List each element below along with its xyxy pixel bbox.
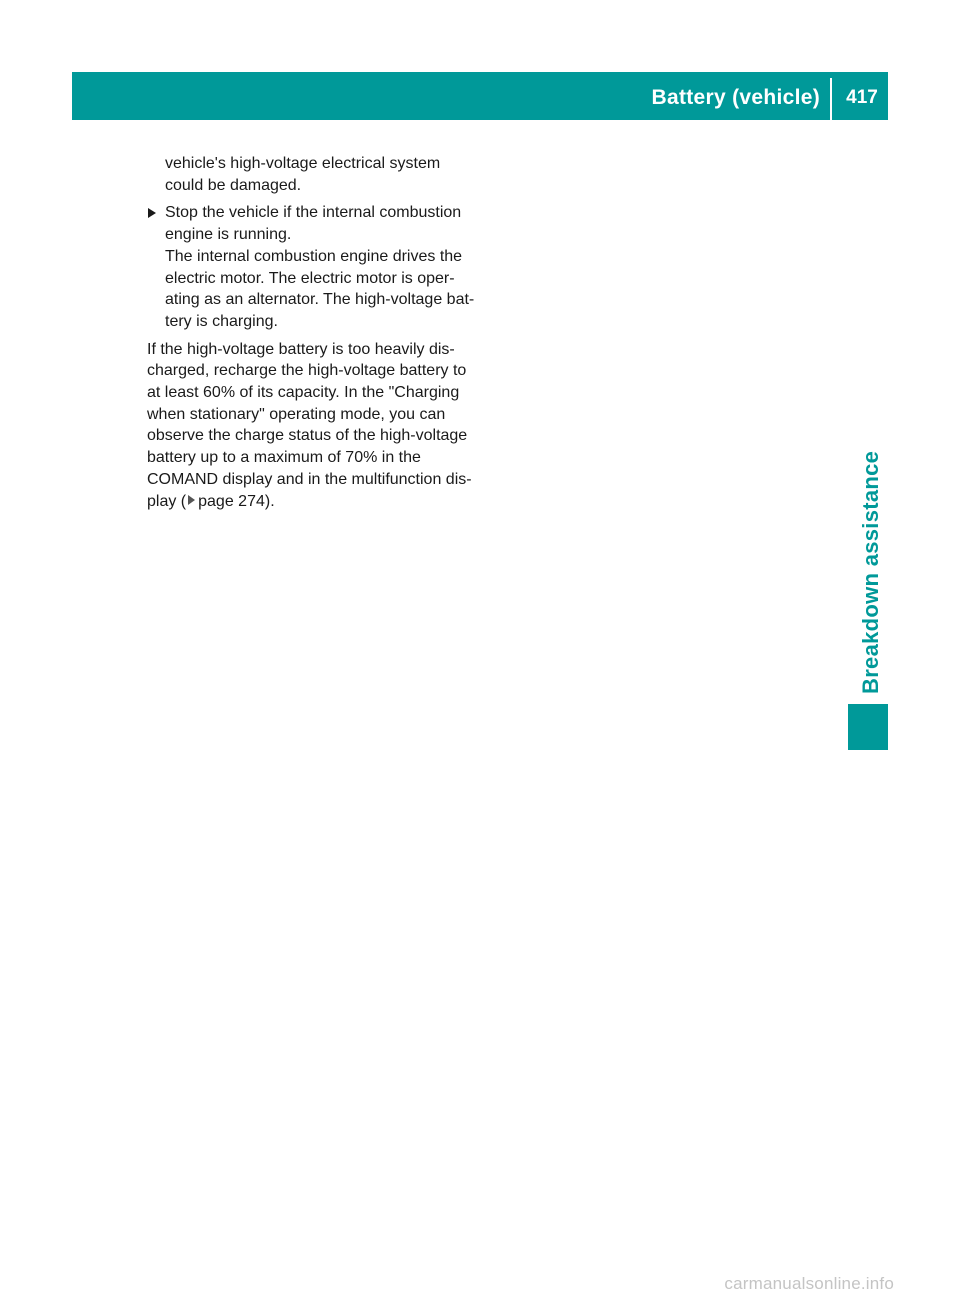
- triangle-right-icon: [148, 208, 156, 218]
- page-reference-icon: [188, 495, 195, 505]
- header-divider: [830, 78, 832, 120]
- side-tab-label: Breakdown assistance: [858, 450, 883, 694]
- paragraph-last-line: [147, 491, 487, 513]
- continued-paragraph-line: vehicle's high-voltage electrical system: [165, 155, 441, 172]
- continued-paragraph-line: could be damaged.: [165, 176, 302, 194]
- watermark-text: carmanualsonline.info: [724, 1274, 894, 1293]
- step-result-line: tery is charging.: [165, 312, 278, 330]
- paragraph-line: observe the charge status of the high-voltage: [147, 427, 468, 445]
- info-paragraph: [147, 339, 487, 513]
- step-line: Stop the vehicle if the internal combustion: [165, 204, 462, 222]
- paragraph-line: COMAND display and in the multifunction dis-: [147, 470, 472, 488]
- section-title: Battery (vehicle): [651, 86, 820, 109]
- paragraph-line: when stationary" operating mode, you can: [147, 405, 446, 423]
- paragraph-line: If the high-voltage battery is too heavily dis-: [147, 340, 455, 358]
- side-tab-block: [848, 704, 888, 750]
- paragraph-line-start: play (: [147, 492, 187, 510]
- page-reference-link[interactable]: page 274: [198, 492, 265, 510]
- paragraph-line: at least 60% of its capacity. In the "Charging: [147, 384, 460, 402]
- step-result-line: The internal combustion engine drives the: [165, 247, 463, 265]
- page-number: 417: [846, 87, 878, 108]
- paragraph-line-end: ).: [264, 492, 275, 510]
- step-result-line: electric motor. The electric motor is oper-: [165, 269, 455, 287]
- step-result-line: ating as an alternator. The high-voltage bat-: [165, 291, 475, 309]
- paragraph-line: charged, recharge the high-voltage battery to: [147, 362, 467, 380]
- page-content: [147, 153, 487, 512]
- paragraph-line: battery up to a maximum of 70% in the: [147, 449, 421, 467]
- step-line: engine is running.: [165, 226, 292, 244]
- instruction-step: [147, 202, 487, 332]
- header-bar: [72, 72, 888, 120]
